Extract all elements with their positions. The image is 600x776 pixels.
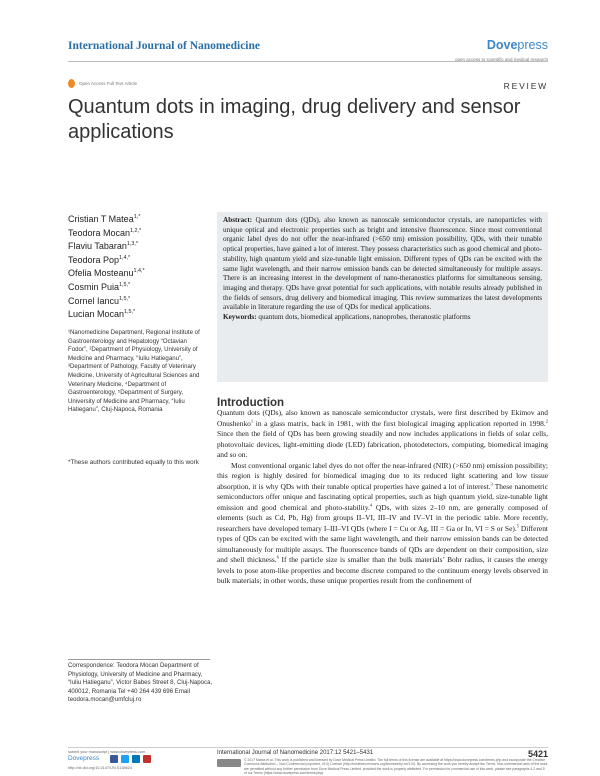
citation[interactable]: 2 — [545, 418, 548, 424]
affiliations: ¹Nanomedicine Department, Regional Institute of Gastroenterology and Hepatology “Octavian Fodor”, ²Department of Physiology, University of Medicine and Pharmacy, “Iuliu Hatieganu”, ³Department of Pathology, Faculty of Veterinary Medicine, University of Agricultural Sciences and Veterinary Medicine, ⁴Department of Gastroenterology, ⁵Department of Surgery, University of Medicine and Pharmacy, “Iuliu Hatieganu”, Cluj-Napoca, Romania — [68, 329, 200, 414]
article-type: REVIEW — [503, 81, 548, 91]
citation[interactable]: 6 — [276, 554, 279, 560]
citation[interactable]: 1 — [250, 418, 254, 424]
author[interactable]: Lucian Mocan$^{1,5,*}$ — [68, 309, 136, 320]
paragraph: Most conventional organic label dyes do not offer the near-infrared (NIR) (>650 nm) emission possibility; this region is highly desired for biomedical imaging due to its reduced light scattering and low tissue absorption, it is why QDs with their tunable optical properties have gained a lot of interest.$^3$ These nanometric semiconductors offer unique and fascinating optical properties, such as high quantum yield, size-tunable light emission and good chemical and photo-stability.$^4$ QDs, with sizes 2–10 nm, are generally composed of elements (such as Cd, Pb, Hg) from groups II–VI, III–IV and IV–VI in the periodic table. More recently, researchers have developed ternary I–III–VI QDs (where I = Cu or Ag, III = Ga or In, VI = S or Se).$^5$ Different types of QDs can be excited with the same light wavelength, and their narrow emission bands can be detected simultaneously for multiple assays. The fluorescence bands of QDs are dependent on their composition, size and shell thickness.$^6$ If the particle size is smaller than the bulk materials’ Bohr radius, it causes the energy levels to pose atom-like properties and become discrete compared to the continuum energy levels observed in bulk materials; in other words, these unique properties result from the confinement of — [217, 460, 549, 585]
author[interactable]: Cosmin Puia$^{1,5,*}$ — [68, 281, 131, 292]
publisher-tagline: open access to scientific and medical research — [454, 57, 548, 62]
submit-link[interactable]: submit your manuscript | www.dovepress.com — [68, 750, 146, 754]
open-access-icon — [68, 79, 75, 88]
author[interactable]: Cornel Iancu$^{1,5,*}$ — [68, 295, 131, 306]
journal-name[interactable]: International Journal of Nanomedicine — [68, 40, 260, 52]
correspondence-divider — [68, 659, 210, 660]
social-links — [110, 755, 151, 763]
author[interactable]: Cristian T Matea$^{1,*}$ — [68, 214, 141, 224]
publisher-logo[interactable] — [487, 38, 548, 52]
keywords: quantum dots, biomedical applications, nanoprobes, theranostic platforms — [256, 313, 471, 322]
open-access-badge — [68, 79, 137, 88]
twitter-icon[interactable] — [121, 755, 129, 763]
footer-brand[interactable]: Dovepress — [68, 755, 100, 762]
author-list — [68, 213, 208, 322]
citation[interactable]: 3 — [490, 481, 493, 487]
facebook-icon[interactable] — [110, 755, 118, 763]
section-heading: Introduction — [217, 397, 285, 409]
body-text — [217, 408, 548, 587]
publisher-suffix: press — [517, 38, 548, 52]
abstract-label: Abstract: — [223, 216, 253, 224]
correspondence: Correspondence: Teodora Mocan Department of Physiology, University of Medicine and Pharmacy, “Iuliu Hatieganu”, Victor Babes Street 8, Cluj-Napoca, 400012, Romania Tel +40 264 439 696 Email teodora.mocan@umfcluj.ro — [68, 662, 213, 704]
doi-link[interactable]: http://dx.doi.org/10.2147/IJN.S138624 — [68, 766, 132, 770]
equal-contribution-note: *These authors contributed equally to this work — [68, 459, 199, 466]
author[interactable]: Teodora Mocan$^{1,2,*}$ — [68, 227, 142, 238]
paragraph: Quantum dots (QDs), also known as nanoscale semiconductor crystals, were first described by Ekimov and Onushenko$^1$ in a glass matrix, back in 1981, with the first biological imaging application reported in 1998.$^2$ Since then the field of QDs has been growing steadily and now includes applications in fields of solar cells, photovoltaic devices, light-emitting diode (LED) fabrication, photodetectors, computing, biomedical imaging and so on. — [217, 408, 548, 459]
author[interactable]: Flaviu Tabaran$^{1,3,*}$ — [68, 241, 138, 252]
keywords-label: Keywords: — [223, 313, 257, 322]
footer-citation: International Journal of Nanomedicine 2017:12 5421–5431 — [217, 750, 374, 756]
youtube-icon[interactable] — [143, 755, 151, 763]
license-text: © 2017 Matea et al. This work is published and licensed by Dove Medical Press Limited. The full terms of this license are available at https://www.dovepress.com/terms.php and incorporate the Creative Commons Attribution – Non Commercial (unported, v3.0) License (http://creativecommons.org/licenses/by-nc/3.0/). By accessing the work you hereby accept the Terms. Non-commercial uses of the work are permitted without any further permission from Dove Medical Press Limited, provided the work is properly attributed. For permission for commercial use of this work, please see paragraphs 4.2 and 5 of our Terms (https://www.dovepress.com/terms.php). — [244, 758, 548, 775]
author[interactable]: Teodora Pop$^{1,4,*}$ — [68, 254, 131, 265]
author[interactable]: Ofelia Mosteanu$^{1,4,*}$ — [68, 268, 145, 279]
open-access-label: Open Access Full Text Article — [79, 81, 137, 86]
citation[interactable]: 4 — [369, 502, 373, 508]
creative-commons-icon[interactable] — [217, 759, 241, 767]
abstract-box — [217, 212, 548, 382]
abstract-text: Quantum dots (QDs), also known as nanoscale semiconductor crystals, are nanoparticles with unique optical and electronic properties such as bright and intensive fluorescence. Since most conventional organic label dyes do not offer the near-infrared (>650 nm) emission possibility, QDs, with their tunable optical properties, have gained a lot of interest. They possess characteristics such as good chemical and photo-stability, high quantum yield and size-tunable light emission. Different types of QDs can be excited with the same light wavelength, and their narrow emission bands can be detected simultaneously for multiple assays. There is an increasing interest in the development of nano-theranostics platforms for simultaneous sensing, imaging and therapy. QDs have great potential for such applications, with notable results already published in the fields of sensors, drug delivery and biomedical imaging. This review summarizes the latest developments available in literature regarding the use of QDs for medical applications. — [223, 216, 542, 312]
citation[interactable]: 5 — [516, 523, 519, 529]
page-number: 5421 — [527, 749, 548, 759]
linkedin-icon[interactable] — [132, 755, 140, 763]
header-divider — [68, 61, 548, 62]
publisher-brand: Dove — [486, 38, 518, 52]
footer-divider — [68, 747, 548, 748]
article-title: Quantum dots in imaging, drug delivery and sensor applications — [68, 96, 521, 143]
